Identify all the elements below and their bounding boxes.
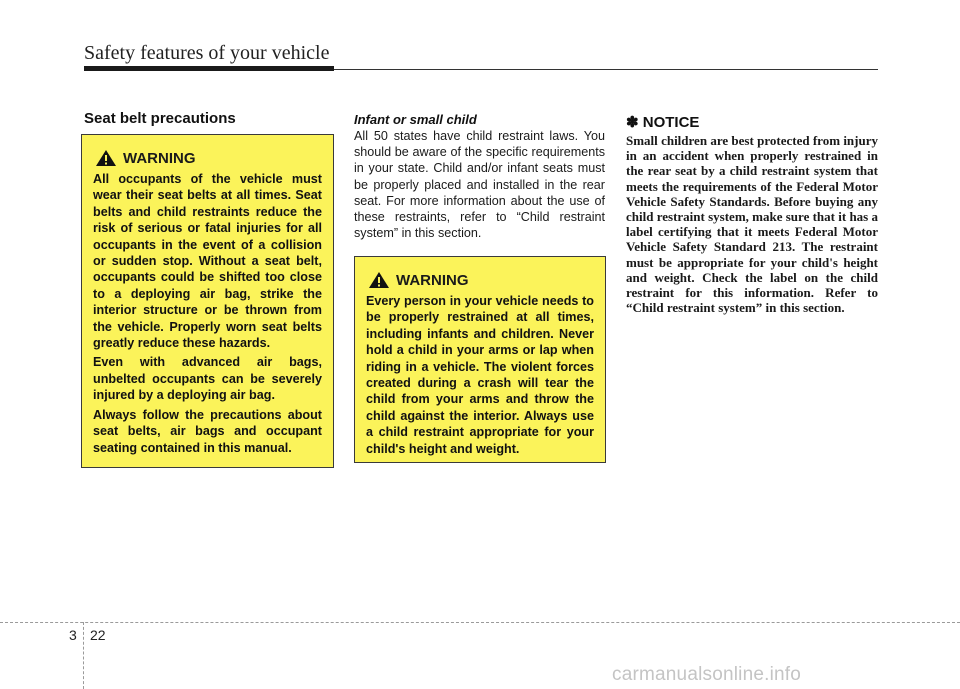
infant-body-text: All 50 states have child restraint laws. You should be aware of the specific requirements in your state. Child and/or infant seats must be properly placed and installed in the rear seat. For more information about the use of these restraints, refer to “Child restraint system” in this section. (354, 129, 605, 241)
footer-divider (0, 622, 960, 624)
warning-triangle-icon (95, 149, 117, 167)
header-rule-thin (334, 69, 878, 70)
footer-page-number: 22 (90, 627, 106, 643)
warning-title-label: WARNING (123, 149, 196, 167)
watermark: carmanualsonline.info (612, 664, 802, 685)
warning-paragraph: Always follow the precautions about seat belts, air bags and occupant seating contained in this manual. (93, 407, 322, 455)
header-rule-thick (84, 66, 334, 71)
notice-body-text: Small children are best protected from injury in an accident when properly restrained in the rear seat by a child restraint system that meets the requirements of the Federal Motor Vehicle Safety Standards. Before buying any child restraint system, make sure that it has a label certifying that it meets Federal Motor Vehicle Safety Standard 213. The restraint must be appropriate for your child's height and weight. Check the label on the child restraint for this information. Refer to “Child restraint system” in this section. (626, 133, 878, 316)
notice-title: ✽ NOTICE (626, 114, 700, 131)
warning-box-seat-belts (81, 134, 334, 468)
warning-paragraph: All occupants of the vehicle must wear their seat belts at all times. Seat belts and child restraints reduce the risk of serious or fatal injuries for all occupants in the event of a collision or sudden stop. Without a seat belt, occupants could be shifted too close to a deploying air bag, strike the interior structure or be thrown from the vehicle. Properly worn seat belts greatly reduce these hazards. (93, 172, 322, 351)
page-header-title: Safety features of your vehicle (84, 42, 330, 64)
section-heading: Seat belt precautions (84, 110, 236, 127)
warning-title (93, 149, 322, 167)
warning-box-child (354, 256, 606, 463)
footer-chapter-number: 3 (69, 627, 77, 643)
infant-subheading: Infant or small child (354, 112, 477, 127)
warning-paragraph: Even with advanced air bags, unbelted occupants can be severely injured by a deploying air bag. (93, 355, 322, 403)
warning-title (366, 271, 594, 289)
warning-triangle-icon (368, 271, 390, 289)
footer-vertical-divider (83, 622, 85, 689)
warning-paragraph: Every person in your vehicle needs to be properly restrained at all times, including infants and children. Never hold a child in your arms or lap when riding in a vehicle. The violent forces created during a crash will tear the child from your arms and throw the child against the interior. Always use a child restraint appropriate for your child's height and weight. (366, 294, 594, 456)
warning-title-label: WARNING (396, 271, 469, 289)
